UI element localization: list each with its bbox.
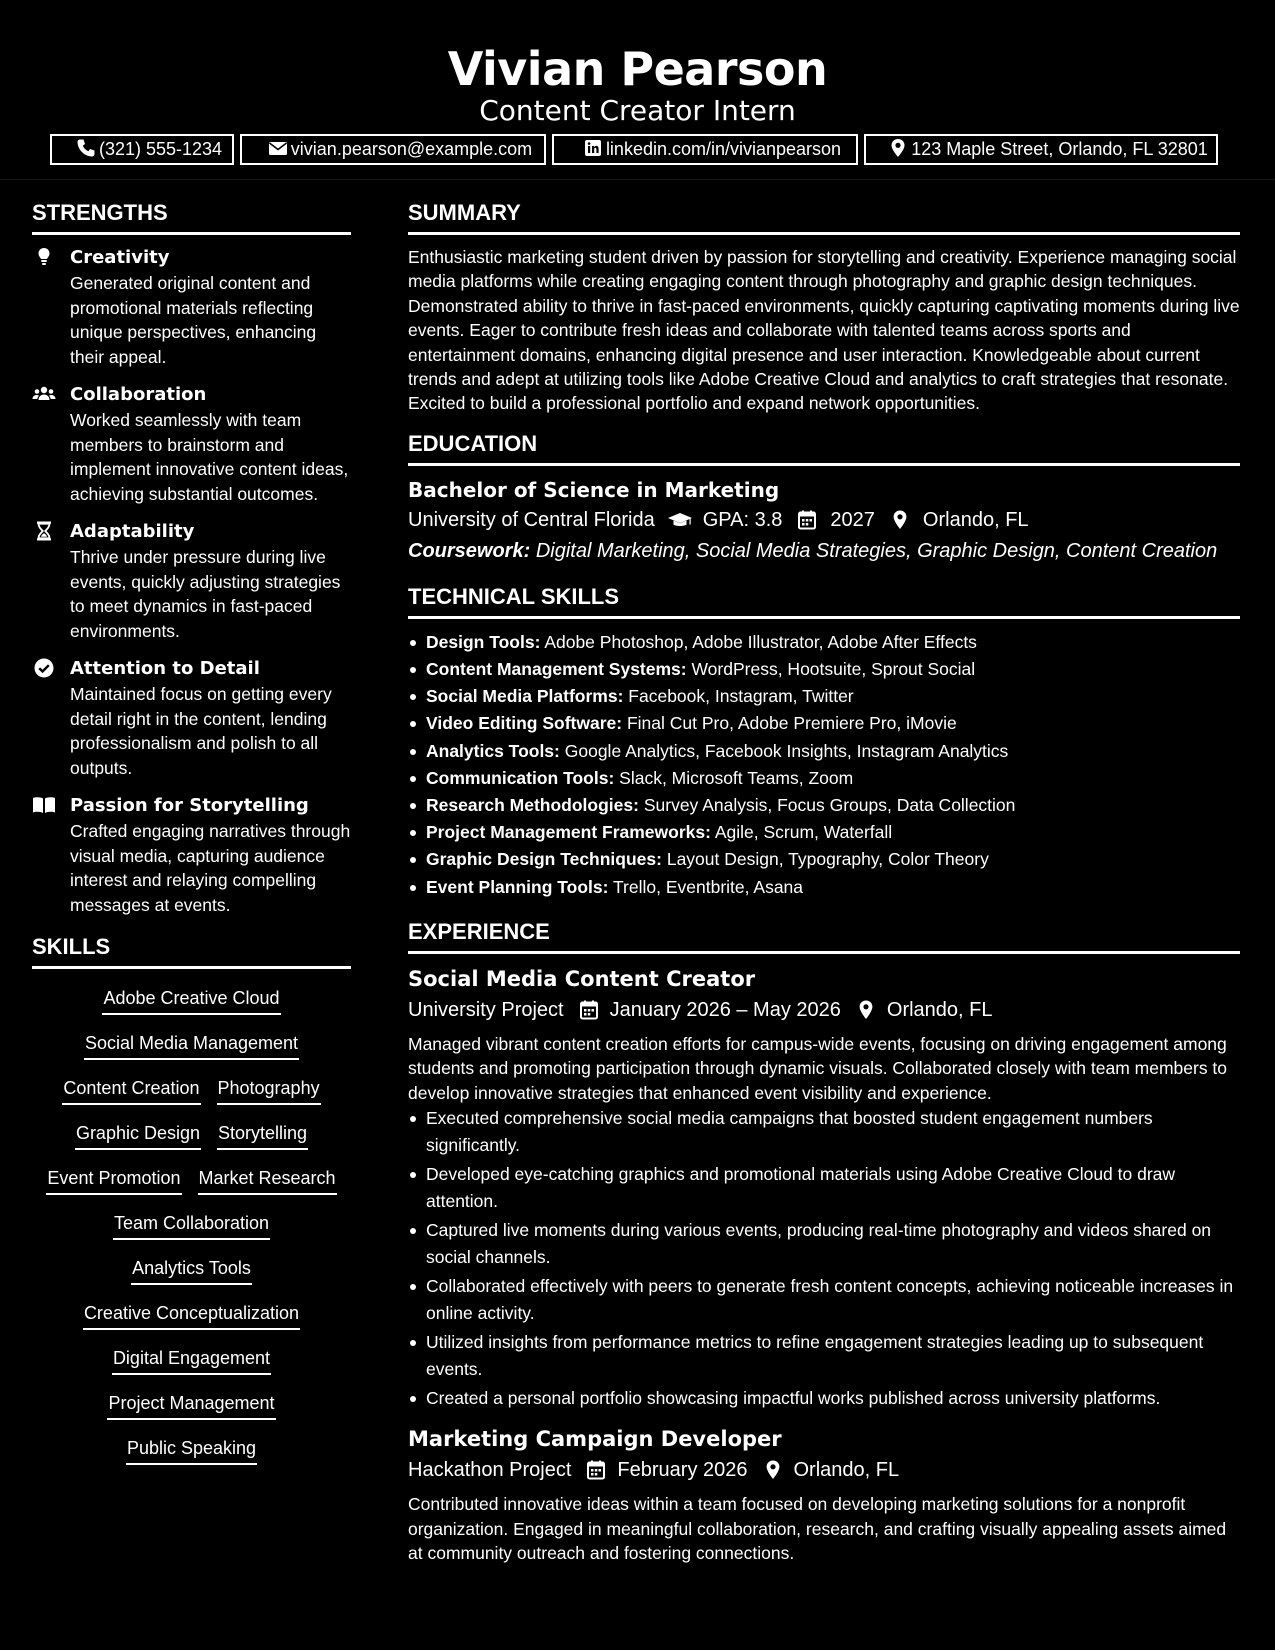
education-gpa: GPA: 3.8 (702, 508, 783, 531)
skill-tag: Graphic Design (75, 1120, 201, 1150)
education-meta (408, 504, 1240, 536)
contact-linkedin-text: linkedin.com/in/vivianpearson (605, 139, 842, 159)
skill-tag: Digital Engagement (112, 1345, 271, 1375)
lightbulb-icon (32, 247, 56, 267)
contact-phone (50, 134, 234, 165)
education-location: Orlando, FL (922, 508, 1029, 531)
list-item: Event Planning Tools: Trello, Eventbrite, Asana (408, 874, 1240, 901)
list-item: Utilized insights from performance metrics to refine engagement strategies leading up to subsequent events. (408, 1329, 1240, 1383)
skill-tag: Project Management (107, 1390, 275, 1420)
skill-tag: Content Creation (62, 1075, 200, 1105)
strength-description: Crafted engaging narratives through visual media, capturing audience interest and relaying compelling messages at events. (70, 821, 351, 915)
list-item: Content Management Systems: WordPress, Hootsuite, Sprout Social (408, 656, 1240, 683)
job-dates: February 2026 (617, 1459, 748, 1482)
contact-linkedin[interactable] (552, 134, 858, 165)
strength-description: Maintained focus on getting every detail right in the content, lending professionalism and polish to all outputs. (70, 684, 332, 778)
skill-tag: Adobe Creative Cloud (102, 985, 280, 1015)
job-dates: January 2026 – May 2026 (609, 998, 841, 1021)
skills-heading: SKILLS (32, 930, 351, 969)
resume-header (0, 0, 1275, 180)
skills-section (32, 930, 351, 1480)
job-description: Contributed innovative ideas within a team focused on developing marketing solutions for a nonprofit organization. Engaged in meaningful collaboration, research, and crafting visually appealing assets aimed at community outreach and fostering connections. (408, 1494, 1227, 1564)
skill-tag: Storytelling (217, 1120, 308, 1150)
education-coursework (408, 536, 1240, 566)
contact-phone-text: (321) 555-1234 (98, 139, 223, 159)
phone-icon (76, 138, 96, 158)
skill-tag: Market Research (198, 1165, 337, 1195)
technical-skills-list (408, 629, 1240, 901)
list-item: Created a personal portfolio showcasing impactful works published across university platforms. (408, 1385, 1240, 1412)
education-heading: EDUCATION (408, 427, 1240, 466)
strength-item (32, 656, 351, 780)
map-pin-icon (887, 510, 913, 530)
job-title: Marketing Campaign Developer (408, 1427, 782, 1452)
job-description: Managed vibrant content creation efforts for campus-wide events, focusing on driving engagement among students and promoting participation through dynamic visuals. Collaborated closely with team members to develop innovative strategies that enhanced event visibility and experience. (408, 1033, 1228, 1103)
education-school: University of Central Florida (408, 508, 655, 531)
strength-description: Generated original content and promotional materials reflecting unique perspectives, enhancing their appeal. (70, 273, 317, 367)
coursework-label: Coursework: (408, 539, 531, 562)
list-item: Design Tools: Adobe Photoshop, Adobe Illustrator, Adobe After Effects (408, 629, 1240, 656)
strength-description: Thrive under pressure during live events, quickly adjusting strategies to meet dynamics in fast-paced environments. (70, 547, 341, 641)
map-pin-icon (853, 1000, 879, 1020)
experience-heading: EXPERIENCE (408, 915, 1240, 954)
list-item: Social Media Platforms: Facebook, Instagram, Twitter (408, 683, 1240, 710)
education-degree: Bachelor of Science in Marketing (408, 477, 780, 502)
list-item: Research Methodologies: Survey Analysis, Focus Groups, Data Collection (408, 792, 1240, 819)
map-pin-icon (888, 138, 908, 158)
linkedin-icon (583, 138, 603, 158)
summary-text: Enthusiastic marketing student driven by passion for storytelling and creativity. Experience managing social media platforms while creating engaging content through photography and graphic design techniques. Demonstrated ability to thrive in fast-paced environments, quickly capturing captivating moments during live events. Eager to contribute fresh ideas and collaborate with talented teams across sports and entertainment domains, enhancing digital presence and user interaction. Knowledgeable about current trends and adept at utilizing tools like Adobe Creative Cloud and analytics to craft strategies that resonate. Excited to build a professional portfolio and expand network opportunities. (408, 247, 1240, 414)
strength-title: Passion for Storytelling (70, 795, 309, 816)
summary-heading: SUMMARY (408, 196, 1240, 235)
strength-title: Collaboration (70, 384, 207, 405)
hourglass-icon (32, 521, 56, 541)
list-item: Developed eye-catching graphics and promotional materials using Adobe Creative Cloud to draw attention. (408, 1161, 1240, 1215)
users-icon (32, 384, 56, 404)
job-meta (408, 994, 1240, 1026)
strength-item (32, 519, 351, 643)
job-bullets (408, 1105, 1240, 1412)
open-book-icon (32, 795, 56, 815)
skill-tag: Creative Conceptualization (83, 1300, 300, 1330)
skill-tag: Public Speaking (126, 1435, 257, 1465)
strength-item (32, 245, 351, 369)
job-org: University Project (408, 998, 564, 1021)
skill-tag: Photography (217, 1075, 321, 1105)
experience-item (408, 1424, 1240, 1565)
skill-tag: Social Media Management (84, 1030, 299, 1060)
skills-list (32, 979, 351, 1480)
skill-tag: Analytics Tools (131, 1255, 252, 1285)
graduation-cap-icon (667, 510, 693, 530)
contact-bar (0, 134, 1275, 166)
strength-title: Attention to Detail (70, 658, 260, 679)
calendar-icon (576, 1000, 602, 1020)
coursework-list: Digital Marketing, Social Media Strategies, Graphic Design, Content Creation (535, 539, 1218, 562)
left-column (32, 196, 351, 1480)
envelope-icon (268, 138, 288, 158)
strength-item (32, 382, 351, 506)
list-item: Project Management Frameworks: Agile, Scrum, Waterfall (408, 819, 1240, 846)
contact-address (864, 134, 1218, 165)
strength-description: Worked seamlessly with team members to brainstorm and implement innovative content ideas, achieving substantial outcomes. (70, 410, 349, 504)
list-item: Analytics Tools: Google Analytics, Facebook Insights, Instagram Analytics (408, 738, 1240, 765)
list-item: Communication Tools: Slack, Microsoft Teams, Zoom (408, 765, 1240, 792)
job-location: Orlando, FL (793, 1459, 900, 1482)
check-circle-icon (32, 658, 56, 678)
contact-email[interactable] (240, 134, 546, 165)
contact-email-text: vivian.pearson@example.com (290, 139, 533, 159)
candidate-name: Vivian Pearson (447, 42, 828, 96)
experience-item (408, 964, 1240, 1412)
job-title: Social Media Content Creator (408, 966, 756, 991)
strength-item (32, 793, 351, 917)
job-org: Hackathon Project (408, 1459, 572, 1482)
list-item: Graphic Design Techniques: Layout Design, Typography, Color Theory (408, 846, 1240, 873)
right-column (408, 196, 1240, 1578)
job-location: Orlando, FL (886, 998, 993, 1021)
list-item: Executed comprehensive social media campaigns that boosted student engagement numbers significantly. (408, 1105, 1240, 1159)
map-pin-icon (760, 1460, 786, 1480)
strength-title: Adaptability (70, 521, 195, 542)
education-year: 2027 (830, 508, 875, 531)
calendar-icon (794, 510, 820, 530)
strength-title: Creativity (70, 247, 170, 268)
candidate-title: Content Creator Intern (479, 94, 796, 127)
list-item: Collaborated effectively with peers to generate fresh content concepts, achieving noticeable increases in online activity. (408, 1273, 1240, 1327)
calendar-icon (583, 1460, 609, 1480)
skill-tag: Team Collaboration (113, 1210, 270, 1240)
skill-tag: Event Promotion (46, 1165, 181, 1195)
list-item: Video Editing Software: Final Cut Pro, Adobe Premiere Pro, iMovie (408, 710, 1240, 737)
job-meta (408, 1454, 1240, 1486)
list-item: Captured live moments during various events, producing real-time photography and videos shared on social channels. (408, 1217, 1240, 1271)
contact-address-text: 123 Maple Street, Orlando, FL 32801 (911, 139, 1208, 159)
strengths-heading: STRENGTHS (32, 196, 351, 235)
technical-skills-heading: TECHNICAL SKILLS (408, 580, 1240, 619)
